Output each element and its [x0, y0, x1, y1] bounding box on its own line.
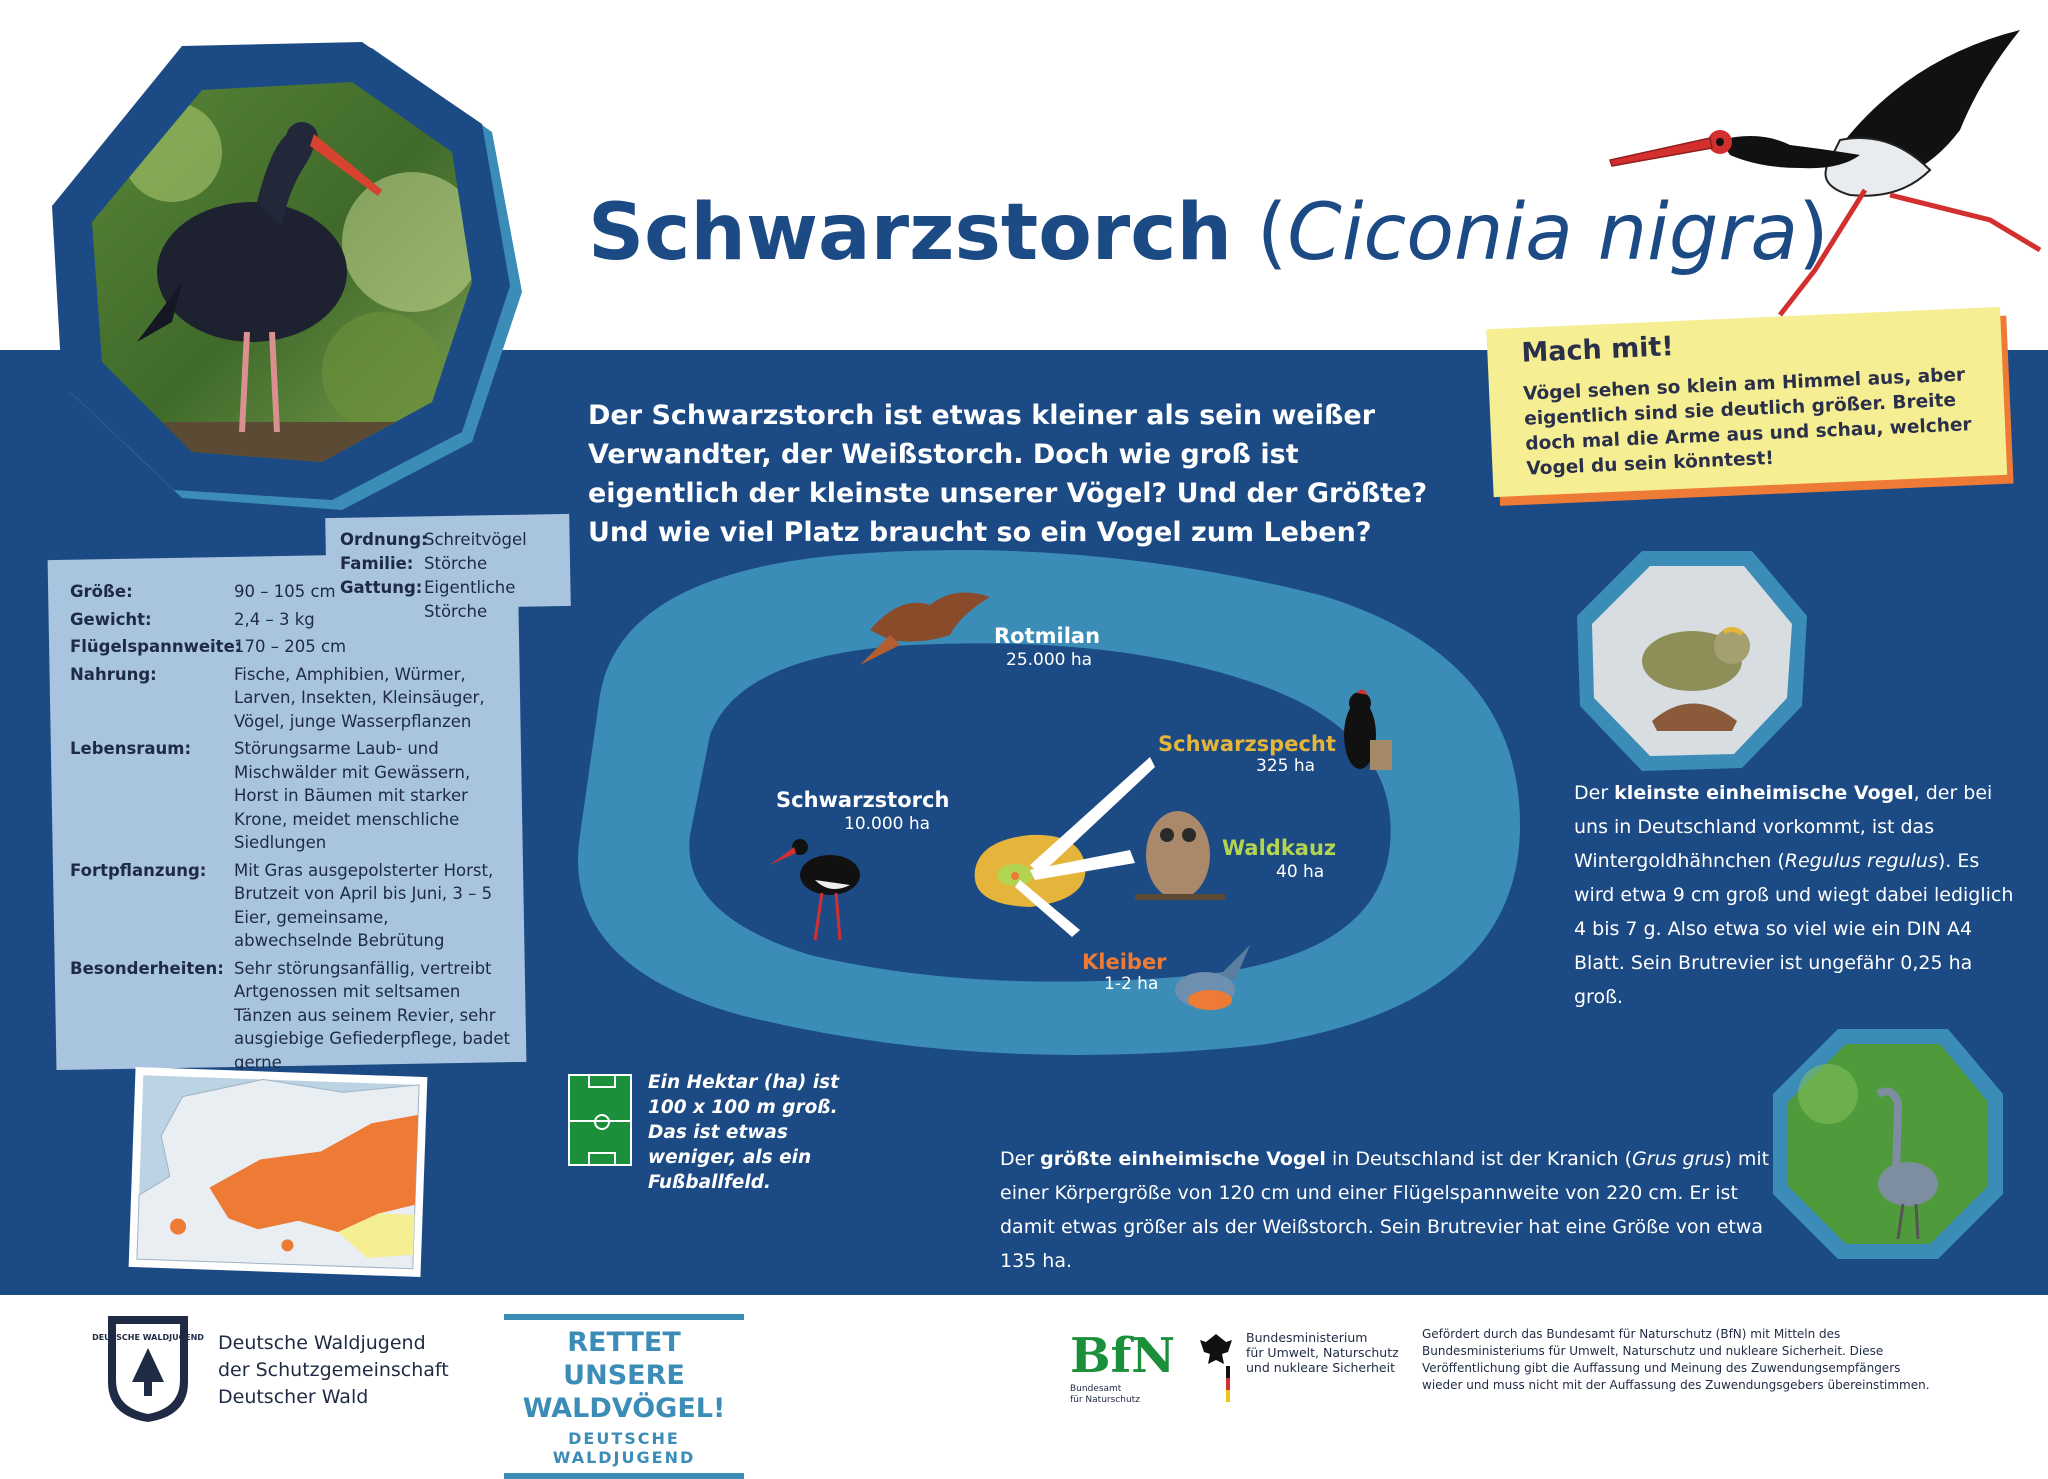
bmu-line: für Umwelt, Naturschutz: [1246, 1345, 1399, 1360]
classification-label: Ordnung:: [340, 530, 428, 549]
largest-text-part: ) mit einer Körpergröße von 120 cm und einer Flügelspannweite von 220 cm. Er ist damit etwas größer als der Weißstorch. Sein Brutrevier hat eine Größe von etwa 135 ha.: [1000, 1148, 1770, 1272]
label-schwarzspecht-name: Schwarzspecht: [1158, 732, 1336, 756]
territory-kleiber-area: [1011, 872, 1019, 880]
fact-value: Fische, Amphibien, Würmer, Larven, Insekten, Kleinsäuger, Vögel, junge Wasserpflanzen: [234, 664, 485, 731]
hectare-note: Ein Hektar (ha) ist 100 x 100 m groß. Das ist etwas weniger, als ein Fußballfeld.: [648, 1072, 840, 1193]
classification-value: Eigentliche Störche: [424, 578, 516, 621]
fact-label: Flügelspannweite:: [70, 637, 242, 656]
title-paren-close: ): [1798, 188, 1829, 278]
bfn-logo: [1070, 1328, 1175, 1406]
title-paren-open: (: [1232, 188, 1288, 278]
bmu-line: Bundesministerium: [1246, 1330, 1368, 1345]
largest-text-bold: größte einheimische Vogel: [1040, 1148, 1326, 1170]
label-kleiber-name: Kleiber: [1082, 950, 1167, 974]
fact-row-weight: [70, 608, 510, 632]
football-field-icon: [568, 1074, 632, 1166]
fact-label: Gewicht:: [70, 609, 152, 629]
federal-eagle-icon: [1196, 1330, 1236, 1406]
waldjugend-line: Deutsche Waldjugend: [218, 1332, 426, 1354]
title-scientific-name: Ciconia nigra: [1287, 188, 1799, 278]
fact-value: Mit Gras ausgepolsterter Horst, Brutzeit von April bis Juni, 3 – 5 Eier, gemeinsame, abwechselnde Bebrütung: [234, 860, 494, 950]
mach-mit-heading: Mach mit!: [1520, 331, 1675, 369]
bmu-line: und nukleare Sicherheit: [1246, 1360, 1395, 1375]
mach-mit-text: Vögel sehen so klein am Himmel aus, aber eigentlich sind sie deutlich größer. Breite doch mal die Arme aus und schau, welcher Vogel du sein könntest!: [1522, 364, 1972, 480]
label-schwarzspecht-area: 325 ha: [1256, 756, 1316, 776]
fact-value: 90 – 105 cm: [234, 582, 336, 601]
fact-value: Störungsarme Laub- und Mischwälder mit Gewässern, Horst in Bäumen mit starker Krone, meidet menschliche Siedlungen: [234, 739, 471, 852]
intro-text: Der Schwarzstorch ist etwas kleiner als sein weißer Verwandter, der Weißstorch. Doch wie groß ist eigentlich der kleinste unserer Vögel? Und der Größte? Und wie viel Platz braucht so ein Vogel zum Leben?: [588, 400, 1428, 548]
smallest-text-bold: kleinste einheimische Vogel: [1614, 782, 1914, 804]
bfn-subtitle: für Naturschutz: [1070, 1395, 1140, 1405]
fact-label: Größe:: [70, 582, 133, 601]
fact-row-reproduction: [70, 859, 510, 953]
crane-photo: [1768, 1024, 2008, 1264]
classification-value: Störche: [424, 554, 488, 573]
label-schwarzstorch-name: Schwarzstorch: [776, 788, 950, 812]
campaign-line: RETTET UNSERE: [563, 1327, 685, 1391]
classification-value: Schreitvögel: [424, 530, 527, 549]
campaign-line: WALDVÖGEL!: [522, 1393, 726, 1424]
smallest-text-part: Der: [1574, 782, 1615, 804]
largest-text-italic: Grus grus: [1632, 1148, 1725, 1170]
classification-row-order: [340, 528, 580, 552]
label-schwarzstorch-area: 10.000 ha: [844, 814, 931, 834]
label-rotmilan-name: Rotmilan: [994, 624, 1101, 648]
smallest-text-italic: Regulus regulus: [1784, 850, 1938, 872]
smallest-bird-text: [1574, 776, 2014, 1014]
fact-row-size: [70, 580, 510, 604]
label-waldkauz-area: 40 ha: [1276, 862, 1325, 882]
largest-text-part: Der: [1000, 1148, 1041, 1170]
fact-label: Lebensraum:: [70, 739, 192, 758]
bmu-name: [1246, 1330, 1399, 1375]
classification-label: Familie:: [340, 554, 414, 573]
fact-row-wingspan: [70, 635, 510, 659]
waldjugend-name: [218, 1330, 449, 1411]
waldjugend-line: Deutscher Wald: [218, 1386, 369, 1408]
bfn-subtitle: Bundesamt: [1070, 1384, 1122, 1394]
black-stork-photo: [52, 42, 522, 512]
waldjugend-line: der Schutzgemeinschaft: [218, 1359, 449, 1381]
bfn-logo-text: BfN: [1070, 1328, 1176, 1384]
fact-row-special: [70, 957, 510, 1075]
fact-row-food: [70, 663, 510, 734]
largest-bird-text: [1000, 1142, 1780, 1278]
label-rotmilan-area: 25.000 ha: [1006, 650, 1093, 670]
seal-text: DEUTSCHE WALDJUGEND: [92, 1333, 204, 1342]
fact-value: Sehr störungsanfällig, vertreibt Artgenossen mit seltsamen Tänzen aus seinem Revier, sehr ausgiebige Gefiederpflege, badet gerne: [234, 958, 511, 1072]
funding-notice: Gefördert durch das Bundesamt für Naturschutz (BfN) mit Mitteln des Bundesministeriums für Umwelt, Naturschutz und nukleare Sicherheit. Diese Veröffentlichung gibt die Auffassung und Meinung des Zuwendungsempfängers wieder und muss nicht mit der Auffassung des Zuwendungsgebers übereinstimmen.: [1422, 1327, 1930, 1392]
title-common-name: Schwarzstorch: [588, 188, 1233, 278]
fact-list: [70, 580, 510, 1078]
fact-label: Fortpflanzung:: [70, 860, 207, 880]
label-kleiber-area: 1-2 ha: [1104, 974, 1159, 994]
fact-value: 170 – 205 cm: [234, 637, 347, 656]
waldjugend-seal-icon: [92, 1312, 204, 1424]
black-stork-drawing: [1600, 20, 2048, 320]
fact-value: 2,4 – 3 kg: [234, 609, 315, 629]
campaign-logo: [504, 1314, 744, 1479]
fact-row-habitat: [70, 737, 510, 855]
goldcrest-photo: [1572, 546, 1812, 776]
fact-label: Besonderheiten:: [70, 958, 224, 978]
classification-label: Gattung:: [340, 578, 423, 597]
label-waldkauz-name: Waldkauz: [1222, 836, 1337, 860]
campaign-line: DEUTSCHE WALDJUGEND: [552, 1429, 696, 1467]
fact-label: Nahrung:: [70, 664, 157, 684]
europe-map-graphic: [137, 1075, 419, 1269]
largest-text-part: in Deutschland ist der Kranich (: [1325, 1148, 1633, 1170]
smallest-text-part: ). Es wird etwa 9 cm groß und wiegt dabei lediglich 4 bis 7 g. Also etwa so viel wie ein DIN A4 Blatt. Sein Brutrevier ist ungefähr 0,25 ha groß.: [1574, 850, 2014, 1008]
classification-row-family: [340, 552, 580, 576]
mach-mit-note: [1486, 307, 2007, 507]
distribution-map: [129, 1067, 428, 1277]
smallest-text-part: , der bei uns in Deutschland vorkommt, ist das Wintergoldhähnchen (: [1574, 782, 1993, 872]
territory-diagram: [560, 535, 1540, 1065]
